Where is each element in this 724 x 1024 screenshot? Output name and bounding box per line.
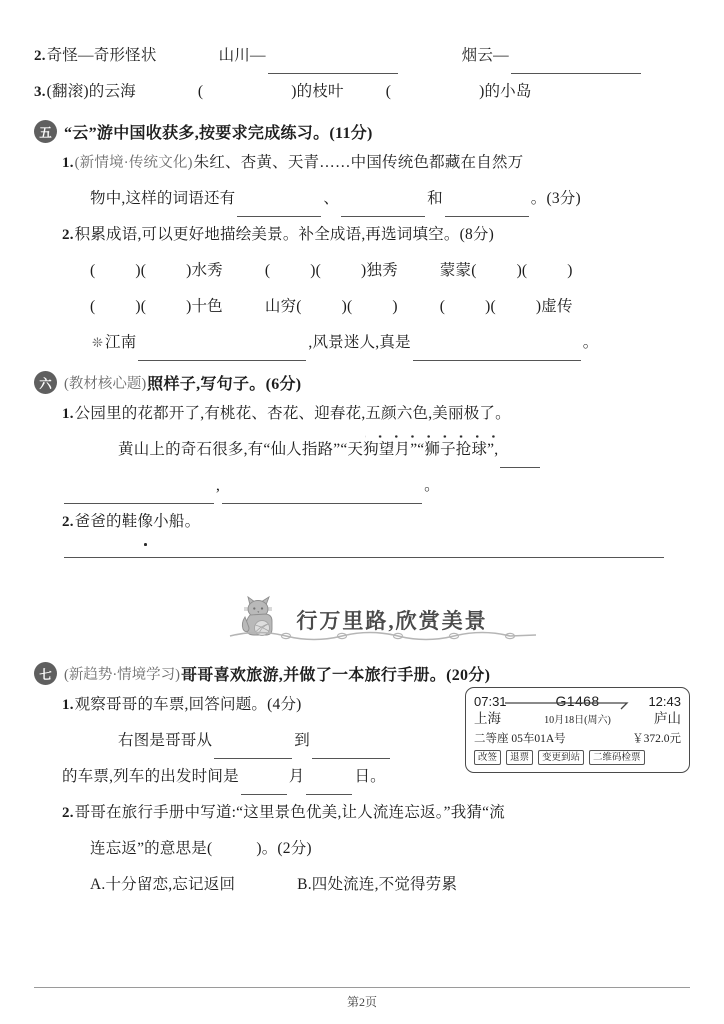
ticket-depart-time: 07:31 (474, 693, 507, 709)
ticket-from-station: 上海 (474, 711, 501, 726)
question-row (34, 38, 690, 74)
change-ticket-button[interactable]: 改签 (474, 750, 501, 765)
score-note: 。(3分) (530, 190, 581, 207)
idiom-tail: 虚传 (541, 298, 573, 315)
answer-blank[interactable] (205, 93, 289, 110)
paren-close: ) (186, 262, 192, 279)
paren-close: ) (535, 298, 542, 315)
question-text: 观察哥哥的车票,回答问题。(4分) (74, 696, 302, 713)
emphasized-char: 像 (137, 504, 153, 540)
idiom-tail: 水秀 (191, 262, 223, 279)
answer-blank[interactable] (393, 93, 477, 110)
answer-line-row (34, 468, 690, 504)
ticket-stations-row (474, 707, 681, 727)
section-heading-5 (34, 120, 690, 143)
ticket-question-block (34, 687, 690, 795)
answer-blank[interactable] (341, 199, 425, 217)
section-badge: 七 (34, 662, 57, 685)
idiom-row (34, 253, 690, 289)
example-period: 。 (495, 405, 511, 422)
ticket-train-number: G1468 (555, 693, 600, 709)
emphasized-text: 五颜六色,美丽极了 (365, 396, 495, 432)
question-tag: (新情境·传统文化) (74, 155, 193, 171)
idiom-row (34, 289, 690, 325)
footer-divider (34, 987, 690, 988)
paren-close: ) (392, 298, 398, 315)
answer-blank[interactable] (214, 741, 292, 759)
phrase-tail: )的枝叶 (291, 83, 344, 100)
idiom-item[interactable] (90, 289, 223, 325)
question-number: 2. (34, 48, 46, 64)
question-number: 2. (62, 805, 74, 821)
separator: 和 (427, 190, 443, 207)
answer-blank[interactable] (138, 343, 306, 361)
ticket-seat-row (474, 730, 681, 746)
answer-blank[interactable] (237, 199, 321, 217)
paren-mid: )( (485, 298, 496, 315)
paren-close: ) (361, 262, 367, 279)
paren-open: ( (90, 298, 96, 315)
answer-blank[interactable] (500, 450, 540, 468)
question-number: 2. (62, 514, 74, 530)
question-row-continued (34, 432, 690, 468)
question-row-continued (34, 181, 690, 217)
answer-blank[interactable] (64, 540, 664, 558)
ticket-price: ￥372.0元 (632, 733, 681, 745)
answer-blank[interactable] (445, 199, 529, 217)
question-row (34, 795, 690, 831)
ticket-date: 10月18日(周六) (544, 715, 611, 726)
sentence-mid: ,风景迷人,真是 (308, 334, 411, 351)
answer-blank[interactable] (511, 56, 641, 74)
ticket-seat-number: 05车01A号 (511, 733, 566, 745)
train-ticket-card[interactable] (465, 687, 690, 773)
question-number: 1. (62, 697, 74, 713)
question-row (34, 217, 690, 253)
page-content (34, 38, 690, 903)
paren-open: ( (197, 83, 204, 100)
idiom-item[interactable] (265, 253, 398, 289)
question-row-continued (34, 831, 690, 867)
question-text: 奇怪—奇形怪状 (46, 47, 157, 64)
section-badge: 六 (34, 371, 57, 394)
page-number: 第2页 (346, 995, 377, 1009)
idiom-item[interactable] (90, 253, 223, 289)
paren-open: ( (439, 298, 446, 315)
ticket-arrive-time: 12:43 (648, 693, 681, 709)
section-banner (34, 584, 690, 648)
answer-prompt: 黄山上的奇石很多,有“仙人指路”“天狗望月”“狮子抢球”, (118, 441, 499, 458)
paren-close: ) (567, 262, 573, 279)
idiom-item[interactable] (265, 289, 398, 325)
section-tag: (新趋势·情境学习) (64, 667, 180, 683)
refund-ticket-button[interactable]: 退票 (506, 750, 533, 765)
sentence-part: 小船 (153, 513, 185, 530)
qr-check-in-button[interactable]: 二维码检票 (589, 750, 645, 765)
sentence-lead: 江南 (105, 334, 137, 351)
options-row (34, 867, 690, 903)
idiom-tail: 独秀 (366, 262, 398, 279)
idiom-sentence-row (34, 325, 690, 361)
question-text: 朱红、杏黄、天青……中国传统色都藏在自然万 (193, 154, 524, 171)
question-number: 3. (34, 84, 46, 100)
paren-mid: )( (341, 298, 353, 315)
answer-line-row (34, 540, 690, 558)
phrase-tail: )的小岛 (479, 83, 532, 100)
paren-open: ( (264, 262, 271, 279)
idiom-item[interactable] (440, 253, 573, 289)
paren-open: ( (296, 298, 302, 315)
idiom-item[interactable] (440, 289, 573, 325)
comma: , (216, 477, 221, 494)
paren-open: ( (385, 83, 392, 100)
answer-blank[interactable] (413, 343, 581, 361)
ticket-seat-info (474, 730, 566, 746)
question-row (34, 396, 690, 432)
question-text: 连忘返”的意思是( (90, 840, 213, 857)
unit-day: 日。 (354, 768, 386, 785)
page-footer (0, 993, 724, 1010)
pair-label-1: 山川— (218, 47, 266, 64)
idiom-head: 山穷 (264, 298, 297, 315)
section-title: “云”游中国收获多,按要求完成练习。(11分) (64, 125, 373, 142)
sentence-end: 。 (582, 334, 599, 351)
question-text: 的车票,列车的出发时间是 (62, 768, 239, 785)
score-note: )。(2分) (256, 840, 312, 857)
period: 。 (424, 477, 440, 494)
question-number: 1. (62, 406, 74, 422)
answer-blank[interactable] (64, 486, 214, 504)
ticket-middle (501, 711, 654, 727)
question-number: 2. (62, 227, 74, 243)
ticket-actions-row (474, 750, 681, 765)
option-a[interactable]: A.十分留恋,忘记返回 (90, 876, 236, 893)
idiom-head: 蒙蒙 (439, 262, 472, 279)
paren-close: ) (186, 298, 192, 315)
section-title: 照样子,写句子。(6分) (147, 376, 302, 393)
separator: 、 (323, 190, 340, 207)
example-text: 公园里的花都开了,有桃花、杏花、迎春花, (74, 405, 366, 422)
question-text: 到 (294, 732, 310, 749)
answer-blank[interactable] (306, 777, 352, 795)
answer-blank[interactable] (222, 486, 422, 504)
question-text: 物中,这样的词语还有 (90, 190, 236, 207)
ticket-seat-class: 二等座 (474, 733, 509, 745)
paren-open: ( (90, 262, 96, 279)
answer-blank[interactable] (241, 777, 287, 795)
section-heading-7 (34, 662, 690, 685)
question-text: 积累成语,可以更好地描绘美景。补全成语,再选词填空。(8分) (74, 226, 494, 243)
question-row (34, 504, 690, 540)
banner-wave-decoration (228, 627, 538, 645)
paren-open: ( (471, 262, 477, 279)
flower-icon: ❊ (91, 335, 104, 350)
arrow-icon (505, 700, 635, 710)
choice-blank[interactable] (214, 850, 254, 867)
section-title: 哥哥喜欢旅游,并做了一本旅行手册。(20分) (181, 667, 491, 684)
sentence-part: 爸爸的鞋 (74, 513, 138, 530)
section-heading-6 (34, 371, 690, 394)
banner-inner (236, 593, 487, 639)
banner-title: 行万里路,欣赏美景 (296, 609, 488, 633)
question-text: 哥哥在旅行手册中写道:“这里景色优美,让人流连忘返。”我猜“流 (74, 804, 505, 821)
change-station-button[interactable]: 变更到站 (538, 750, 584, 765)
answer-blank[interactable] (312, 741, 390, 759)
option-b[interactable]: B.四处流连,不觉得劳累 (297, 876, 458, 893)
idiom-tail: 十色 (191, 298, 223, 315)
period: 。 (184, 513, 201, 530)
answer-blank[interactable] (268, 56, 398, 74)
paren-mid: )( (516, 262, 528, 279)
pair-label-2: 烟云— (461, 47, 509, 64)
paren-mid: )( (135, 262, 147, 279)
unit-month: 月 (288, 768, 305, 785)
section-tag: (教材核心题) (64, 376, 147, 392)
question-text: 右图是哥哥从 (118, 732, 213, 749)
question-number: 1. (62, 155, 74, 171)
section-badge: 五 (34, 120, 57, 143)
phrase-example: (翻滚)的云海 (46, 83, 136, 100)
paren-mid: )( (135, 298, 147, 315)
paren-mid: )( (310, 262, 321, 279)
ticket-to-station: 庐山 (654, 711, 681, 726)
question-row (34, 74, 690, 110)
question-row (34, 145, 690, 181)
